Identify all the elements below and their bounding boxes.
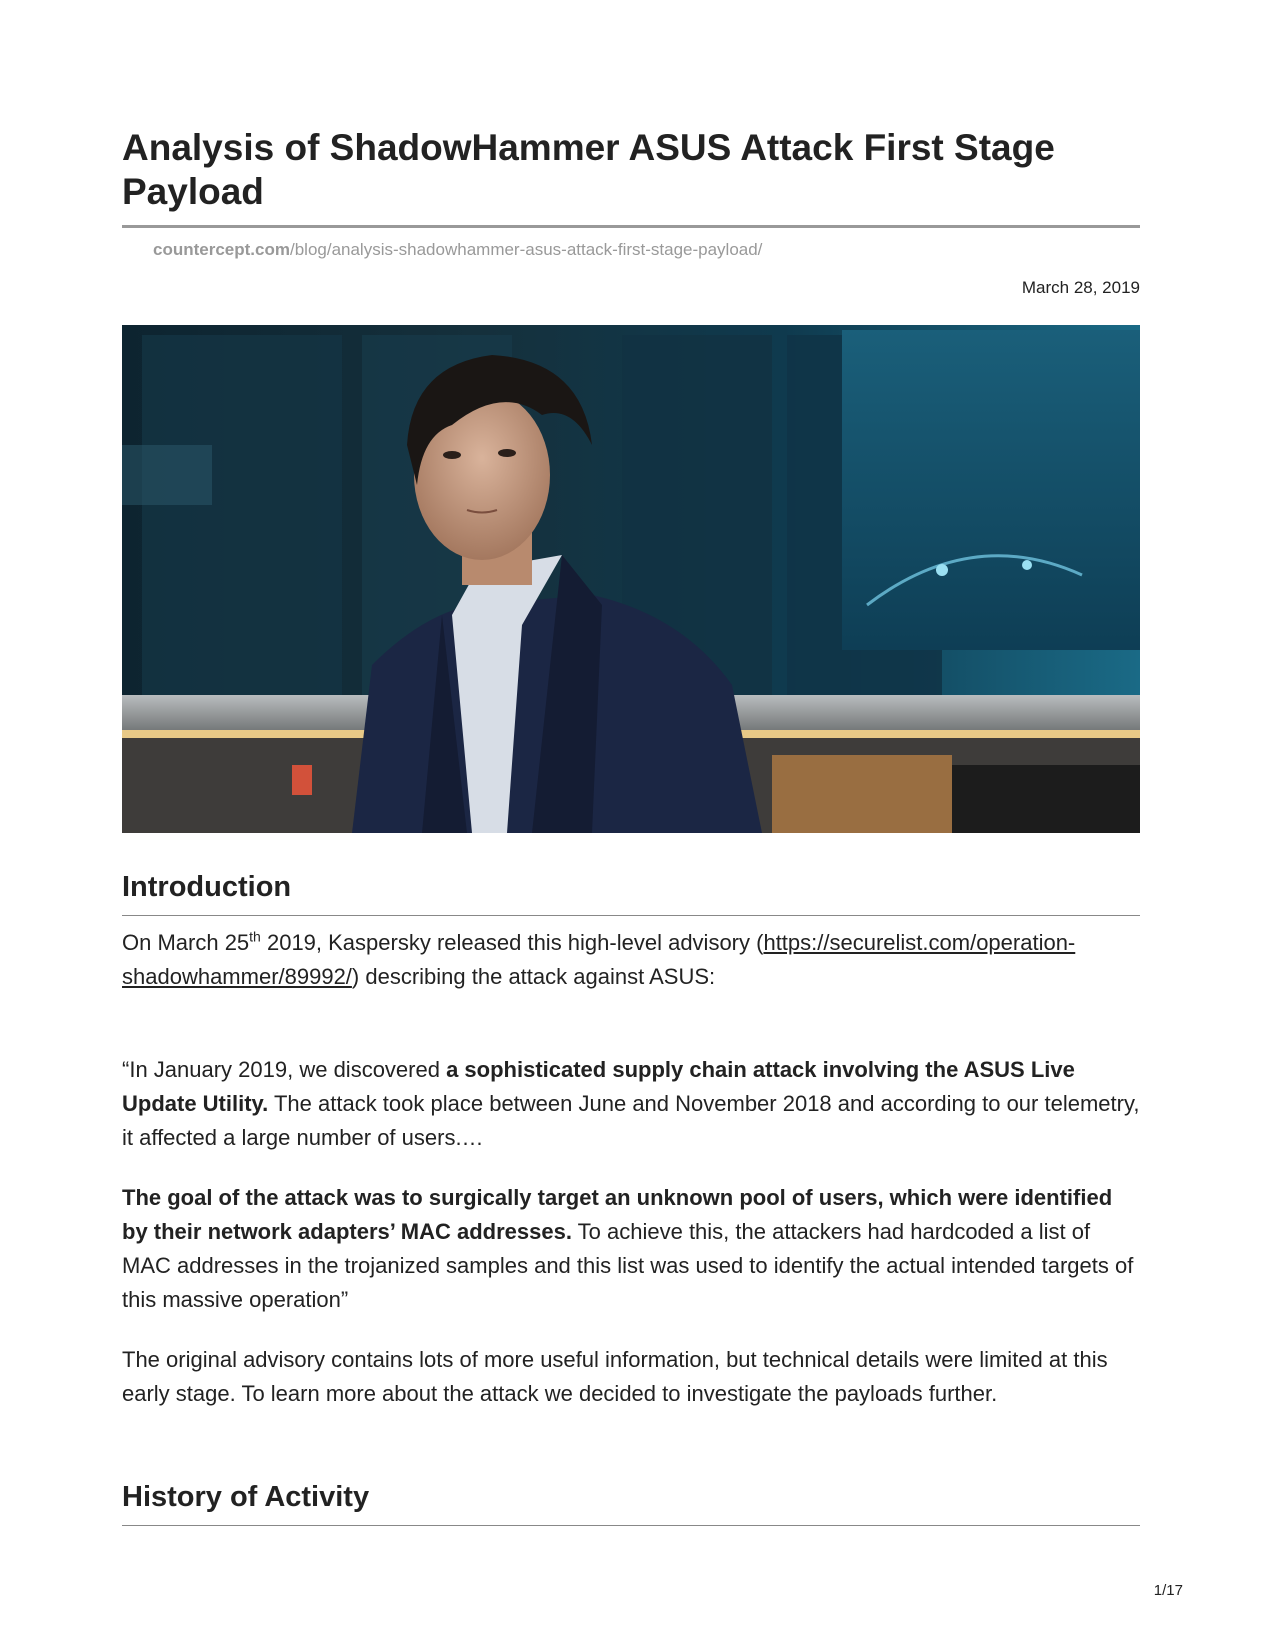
intro-superscript: th: [249, 928, 261, 945]
source-domain: countercept.com: [153, 240, 290, 259]
section-heading-history: History of Activity: [122, 1481, 370, 1513]
source-path: /blog/analysis-shadowhammer-asus-attack-first-stage-payload/: [289, 240, 763, 259]
intro-text-1: On March 25: [122, 930, 250, 955]
advisory-paragraph: The original advisory contains lots of more useful information, but technical details were limited at this early stage. To learn more about the attack we decided to investigate the payloads further.: [122, 1347, 1108, 1406]
page-number: 1/17: [1153, 1582, 1183, 1599]
hero-image: [122, 325, 1140, 833]
article-title: Analysis of ShadowHammer ASUS Attack First Stage Payload: [122, 127, 1055, 212]
securelist-link[interactable]: https://securelist.com/operation-shadowhammer/89992/: [122, 930, 1076, 989]
publish-date: March 28, 2019: [1021, 278, 1140, 297]
quote1-text-1: “In January 2019, we discovered: [122, 1057, 447, 1082]
quote-paragraph-2: [122, 1181, 1140, 1317]
quote-paragraph-1: [122, 1053, 1140, 1155]
quote1-text-2: The attack took place between June and November 2018 and according to our telemetry, it affected a large number of users.…: [122, 1091, 1140, 1150]
source-url-link[interactable]: [153, 240, 762, 260]
quote2-text: To achieve this, the attackers had hardcoded a list of MAC addresses in the trojanized samples and this list was used to identify the actual intended targets of this massive operation”: [122, 1219, 1134, 1312]
intro-text-2: 2019, Kaspersky released this high-level advisory (: [260, 930, 764, 955]
section-heading-introduction: Introduction: [122, 871, 292, 903]
title-divider: [122, 225, 1140, 228]
intro-text-3: ) describing the attack against ASUS:: [351, 964, 716, 989]
quote2-bold: The goal of the attack was to surgically target an unknown pool of users, which were identified by their network adapters’ MAC addresses.: [122, 1185, 1113, 1244]
quote1-bold: a sophisticated supply chain attack involving the ASUS Live Update Utility.: [122, 1057, 1075, 1116]
history-divider: [122, 1525, 1140, 1526]
intro-paragraph: [122, 926, 1140, 994]
introduction-divider: [122, 915, 1140, 916]
